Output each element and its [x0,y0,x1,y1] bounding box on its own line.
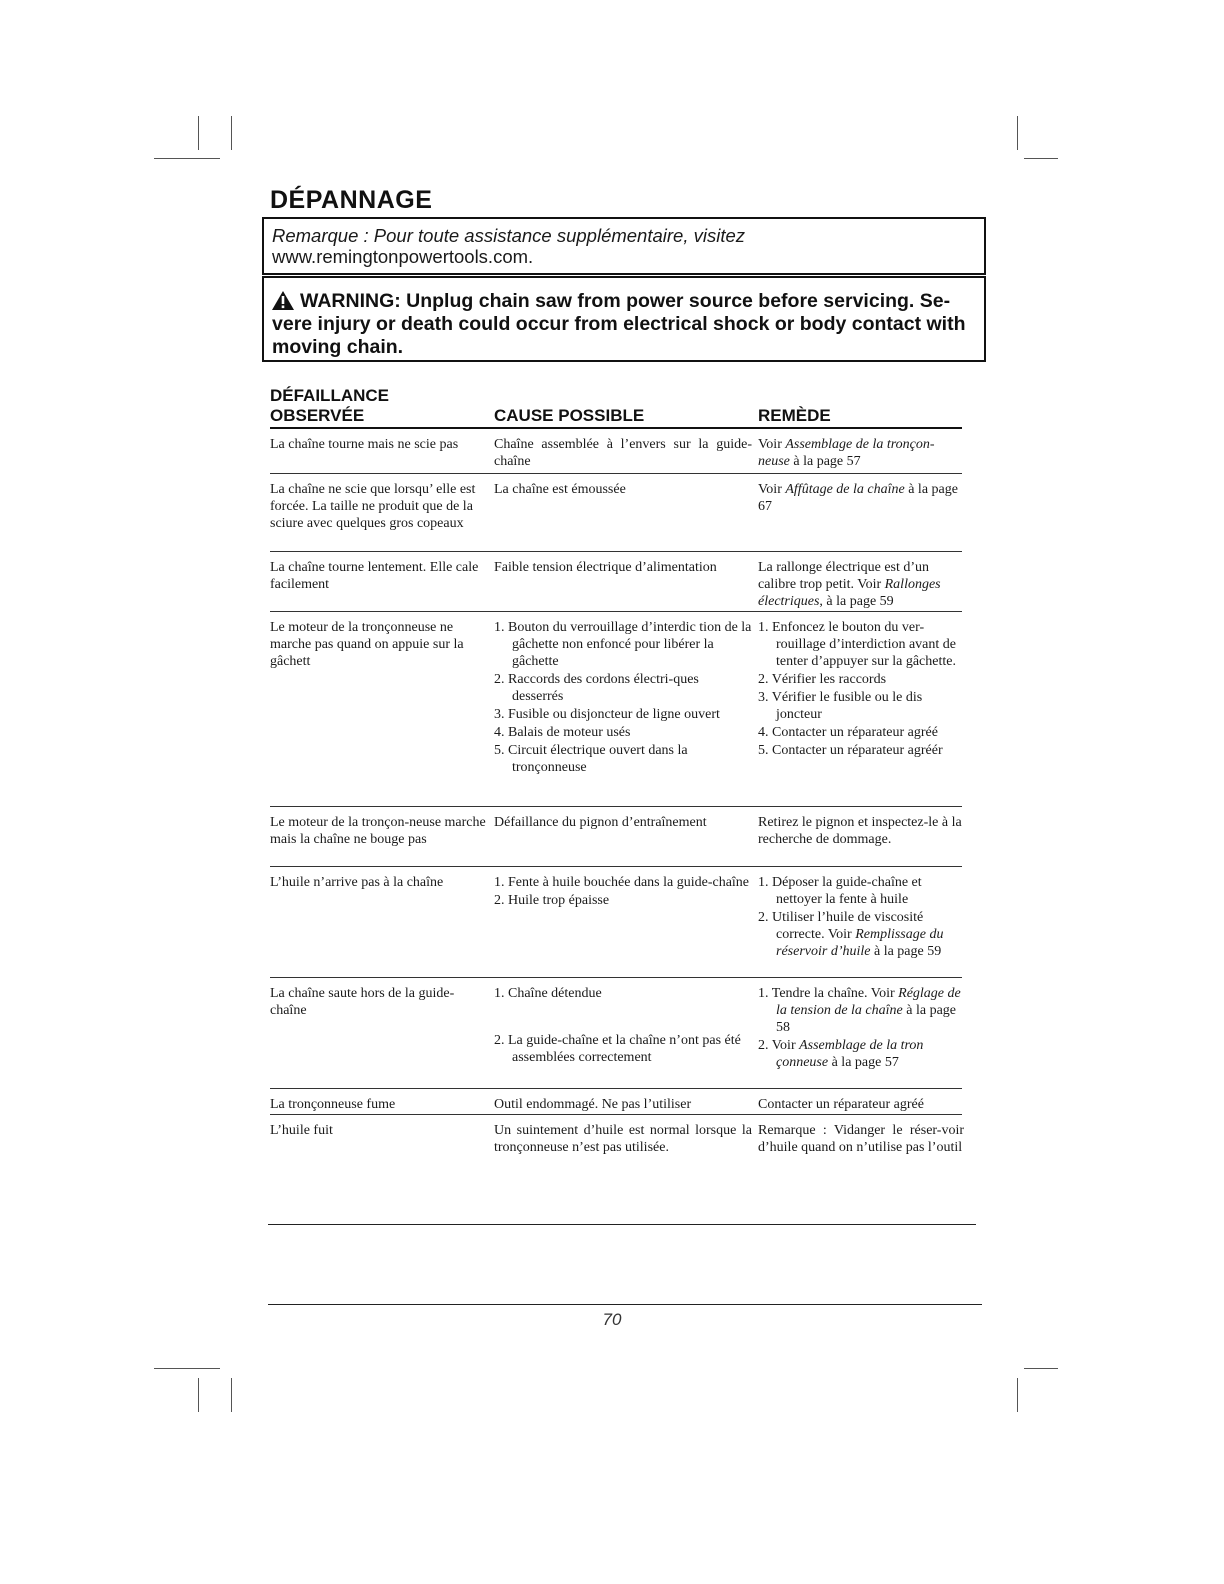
page-number: 70 [602,1310,622,1329]
remark-url: www.remingtonpowertools.com. [272,246,534,267]
warning-line-3: moving chain. [272,336,404,358]
problem-cell: La tronçonneuse fume [270,1097,396,1112]
problem-cell: La chaîne tourne mais ne scie pas [270,437,459,452]
cause-cell: La chaîne est émoussée [494,482,626,497]
crop-mark [1024,1368,1058,1369]
header-remedy: REMÈDE [758,406,831,425]
list-item: 5. Circuit électrique ouvert dans la tronçonneuse [494,743,688,775]
problem-cell: La chaîne ne scie que lorsqu’ elle est forcée. La taille ne produit que de la sciure avec quelques gros copeaux [270,482,476,531]
remedy-list [758,874,964,961]
cause-cell: Faible tension électrique d’alimentation [494,560,717,575]
table-row [270,866,962,976]
remark-text: Remarque : Pour toute assistance supplémentaire, visitez [272,225,746,246]
cause-list [494,874,752,910]
remedy-list [758,985,964,1072]
warning-triangle-icon [272,291,294,310]
list-item: 2. Utiliser l’huile de viscosité correcte. Voir Remplissage du réservoir d’huile à la page 59 [758,910,944,959]
list-item: 1. Enfoncez le bouton du ver-rouillage d’interdiction avant de tenter d’appuyer sur la gâchette. [758,620,956,669]
list-item: 1. Fente à huile bouchée dans la guide-chaîne [494,875,750,890]
problem-cell: Le moteur de la tronçon-neuse marche mais la chaîne ne bouge pas [270,815,486,847]
crop-mark [154,1368,220,1369]
warning-box [262,276,986,362]
header-cause: CAUSE POSSIBLE [494,406,645,425]
crop-mark [154,158,220,159]
list-item: 1. Bouton du verrouillage d’interdic tion de la gâchette non enfoncé pour libérer la gâchette [494,620,752,669]
page-title: DÉPANNAGE [270,186,433,214]
crop-mark [1017,1378,1018,1412]
remedy-cell: La rallonge électrique est d’un calibre trop petit. Voir Rallonges électriques, à la page 59 [758,560,941,609]
remedy-list [758,619,964,760]
warning-line-2: vere injury or death could occur from electrical shock or body contact with [272,313,966,335]
list-item: 2. Voir Assemblage de la tron çonneuse à la page 57 [758,1038,924,1070]
crop-mark [231,116,232,150]
list-item: 2. Raccords des cordons électri-ques desserrés [494,672,699,704]
problem-cell: La chaîne saute hors de la guide-chaîne [270,986,455,1018]
list-item: 2. La guide-chaîne et la chaîne n’ont pas été assemblées correctement [494,1033,741,1065]
list-item: 1. Déposer la guide-chaîne et nettoyer la fente à huile [758,875,922,907]
list-item: 4. Contacter un réparateur agréé [758,725,938,740]
cause-cell: Chaîne assemblée à l’envers sur la guide-chaîne [494,437,752,469]
crop-mark [231,1378,232,1412]
table-row [270,428,962,470]
cause-cell: Un suintement d’huile est normal lorsque la tronçonneuse n’est pas utilisée. [494,1123,752,1155]
list-item: 1. Tendre la chaîne. Voir Réglage de la tension de la chaîne à la page 58 [758,986,961,1035]
cause-list [494,619,752,777]
problem-cell: Le moteur de la tronçonneuse ne marche pas quand on appuie sur la gâchett [270,620,464,669]
remedy-cell: Retirez le pignon et inspectez-le à la recherche de dommage. [758,815,962,847]
header-problem: DÉFAILLANCE OBSERVÉE [270,386,389,425]
cause-cell: Outil endommagé. Ne pas l’utiliser [494,1097,692,1112]
table-row [270,1088,962,1112]
cause-list [494,985,752,1067]
footer-rule [268,1304,982,1305]
crop-mark [198,1378,199,1412]
cause-cell: Défaillance du pignon d’entraînement [494,815,707,830]
list-item: 2. Vérifier les raccords [758,672,887,687]
warning-line-1: WARNING: Unplug chain saw from power source before servicing. Se- [300,290,951,312]
problem-cell: L’huile fuit [270,1123,333,1138]
table-row [270,611,962,805]
list-item: 5. Contacter un réparateur agréér [758,743,943,758]
table-row [270,1114,962,1174]
problem-cell: La chaîne tourne lentement. Elle cale facilement [270,560,479,592]
table-row [270,551,962,609]
list-item: 2. Huile trop épaisse [494,893,610,908]
remedy-cell: Contacter un réparateur agréé [758,1097,924,1112]
list-item: 3. Fusible ou disjoncteur de ligne ouvert [494,707,720,722]
table-end-rule [268,1224,976,1225]
list-item: 4. Balais de moteur usés [494,725,631,740]
table-row [270,977,962,1087]
remedy-cell: Remarque : Vidanger le réser-voir d’huile quand on n’utilise pas l’outil [758,1123,964,1155]
remedy-cell: Voir Assemblage de la tronçon-neuse à la page 57 [758,437,935,469]
crop-mark [198,116,199,150]
table-row [270,806,962,866]
remark-box [262,217,986,275]
table-row [270,473,962,549]
list-item: 1. Chaîne détendue [494,986,602,1001]
list-item: 3. Vérifier le fusible ou le dis joncteur [758,690,923,722]
crop-mark [1017,116,1018,150]
crop-mark [1024,158,1058,159]
problem-cell: L’huile n’arrive pas à la chaîne [270,875,444,890]
remedy-cell: Voir Affûtage de la chaîne à la page 67 [758,482,958,514]
